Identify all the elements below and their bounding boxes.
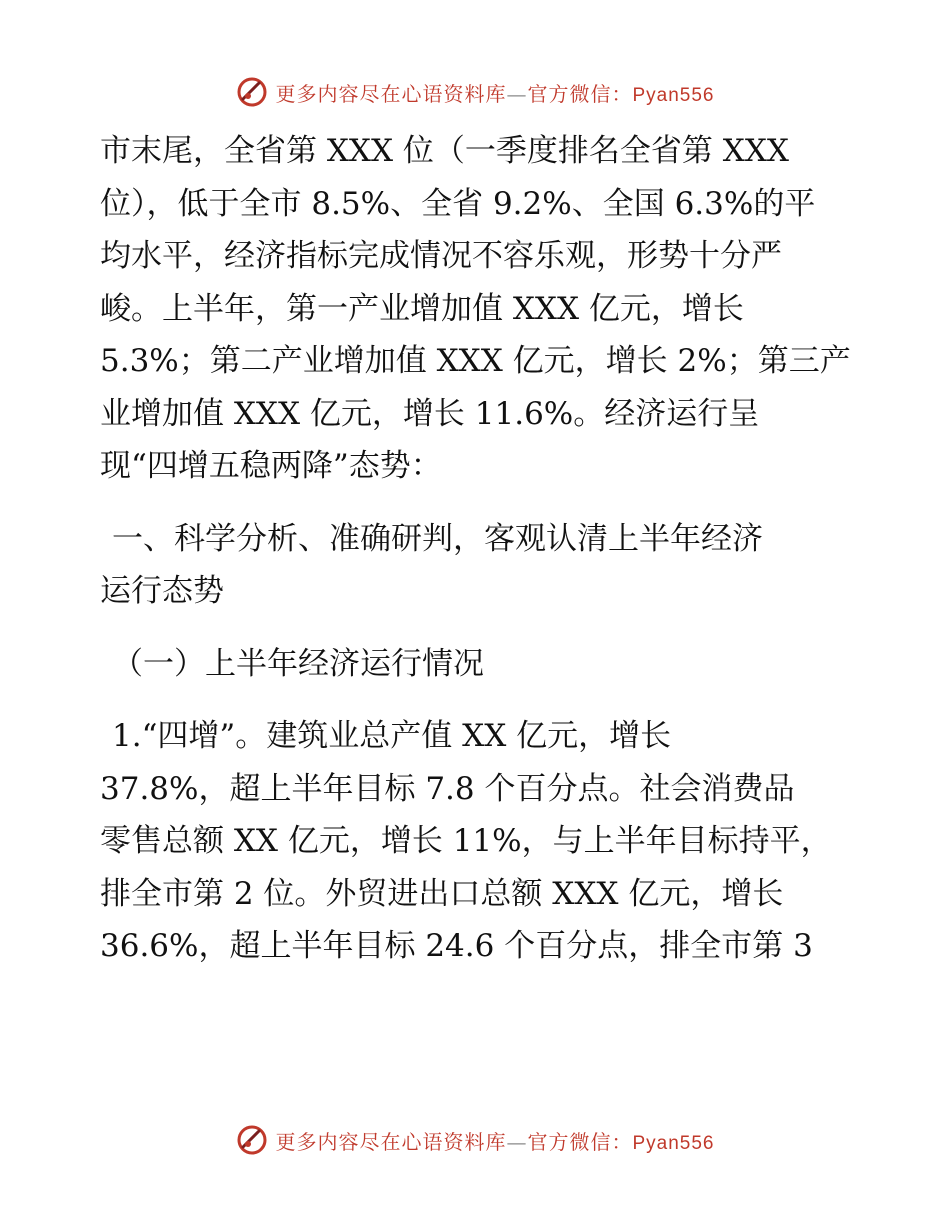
paragraph-four-increases xyxy=(100,710,860,973)
watermark-label: 官方微信： xyxy=(527,1129,633,1154)
watermark-footer xyxy=(0,1120,950,1160)
watermark-text xyxy=(275,1126,714,1155)
watermark-separator: — xyxy=(506,1129,528,1154)
text-line: 零售总额 XX 亿元，增长 11%，与上半年目标持平， xyxy=(100,823,832,859)
watermark-id: Pyan556 xyxy=(632,84,715,106)
document-body xyxy=(100,125,860,973)
watermark-label: 官方微信： xyxy=(527,81,633,106)
text-line: 业增加值 XXX 亿元，增长 11.6%。经济运行呈 xyxy=(100,395,760,432)
watermark-separator: — xyxy=(506,81,528,106)
brush-logo-icon xyxy=(235,75,269,109)
text-line: 均水平，经济指标完成情况不容乐观，形势十分严 xyxy=(100,238,782,274)
subsection-heading xyxy=(100,638,860,691)
brush-logo-icon xyxy=(235,1123,269,1157)
watermark-header xyxy=(0,72,950,112)
text-line: 峻。上半年，第一产业增加值 XXX 亿元，增长 xyxy=(100,290,744,327)
text-line: 36.6%，超上半年目标 24.6 个百分点，排全市第 3 xyxy=(100,928,813,964)
text-line: 位），低于全市 8.5%、全省 9.2%、全国 6.3%的平 xyxy=(100,185,816,222)
watermark-id: Pyan556 xyxy=(632,1132,715,1154)
text-line: 市末尾，全省第 XXX 位（一季度排名全省第 XXX xyxy=(100,133,789,169)
watermark-prefix: 更多内容尽在心语资料库 xyxy=(275,1129,507,1154)
text-line: 37.8%，超上半年目标 7.8 个百分点。社会消费品 xyxy=(100,770,795,807)
paragraph-intro xyxy=(100,125,860,493)
text-line: 排全市第 2 位。外贸进出口总额 XXX 亿元，增长 xyxy=(100,875,784,912)
section-heading-1 xyxy=(100,513,860,618)
text-line: 1.“四增”。建筑业总产值 XX 亿元，增长 xyxy=(112,718,672,754)
text-line: 5.3%；第二产业增加值 XXX 亿元，增长 2%；第三产 xyxy=(100,343,851,379)
watermark-prefix: 更多内容尽在心语资料库 xyxy=(275,81,507,106)
watermark-text xyxy=(275,78,714,107)
heading-line: 一、科学分析、准确研判，客观认清上半年经济 xyxy=(112,520,763,557)
text-line: 现“四增五稳两降”态势： xyxy=(100,448,442,484)
heading-line: 运行态势 xyxy=(100,573,224,609)
heading-line: （一）上半年经济运行情况 xyxy=(112,645,484,682)
